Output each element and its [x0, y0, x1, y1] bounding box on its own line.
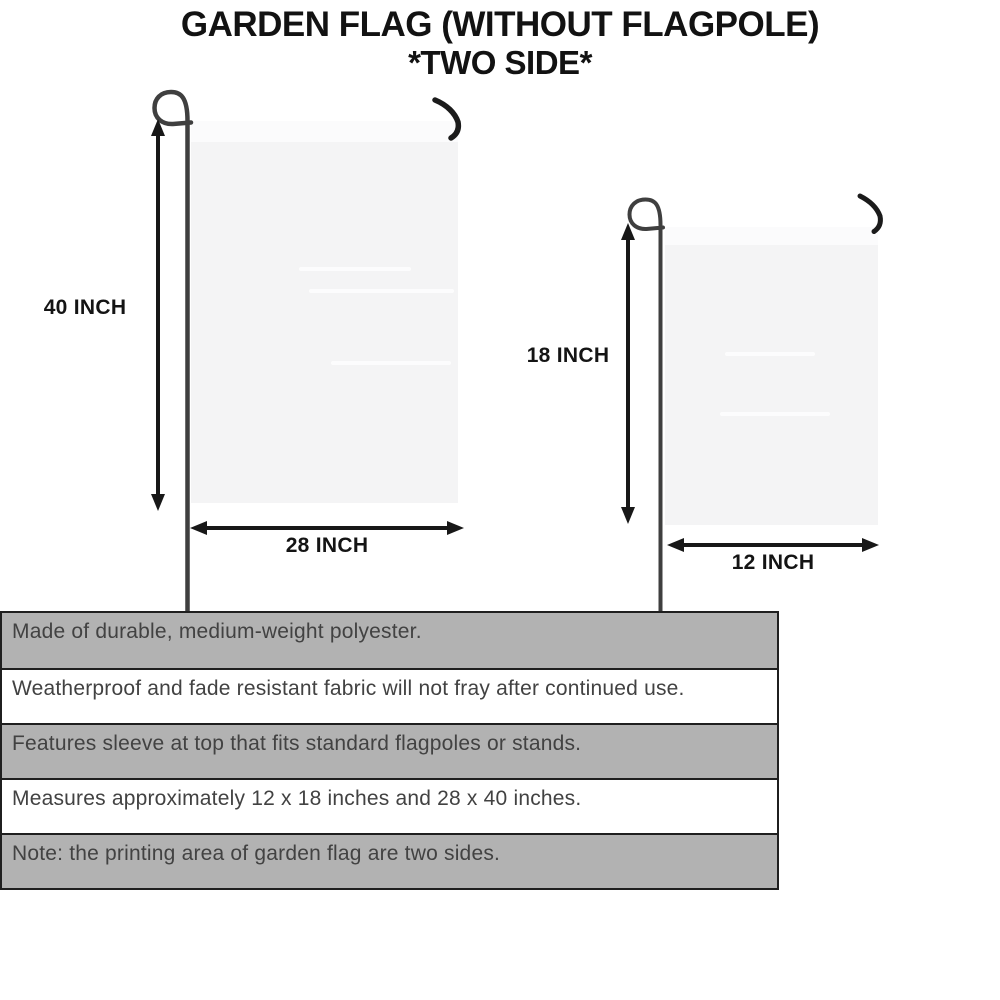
- feature-row-sleeve: Features sleeve at top that fits standard flagpoles or stands.: [2, 723, 777, 778]
- page-title-line1: GARDEN FLAG (WITHOUT FLAGPOLE): [180, 5, 820, 44]
- fold-mark: [720, 412, 830, 416]
- fold-mark: [299, 267, 411, 271]
- feature-row-measurements: Measures approximately 12 x 18 inches and 28 x 40 inches.: [2, 778, 777, 833]
- page-title: [0, 6, 1000, 82]
- large-flag-sleeve: [191, 121, 458, 142]
- large-flag-height-label: 40 INCH: [43, 296, 127, 319]
- small-flag-height-arrow: [617, 222, 639, 525]
- fold-mark: [309, 289, 454, 293]
- feature-row-polyester: Made of durable, medium-weight polyester.: [2, 613, 777, 668]
- small-flag-sleeve: [665, 227, 878, 245]
- feature-row-note: Note: the printing area of garden flag are two sides.: [2, 833, 777, 888]
- fold-mark: [725, 352, 815, 356]
- small-flag-fabric: [665, 227, 878, 525]
- small-flag-hook-icon: [856, 192, 890, 234]
- page-title-line2: *TWO SIDE*: [408, 44, 592, 81]
- feature-row-weatherproof: Weatherproof and fade resistant fabric will not fray after continued use.: [2, 668, 777, 723]
- small-flag-height-label: 18 INCH: [526, 344, 610, 367]
- small-flag-width-label: 12 INCH: [731, 551, 815, 574]
- large-flag-hook-icon: [430, 95, 470, 140]
- large-flag-width-label: 28 INCH: [285, 534, 369, 557]
- feature-list: [0, 611, 779, 890]
- large-flag-fabric: [191, 121, 458, 503]
- fold-mark: [331, 361, 451, 365]
- large-flag-height-arrow: [147, 118, 169, 512]
